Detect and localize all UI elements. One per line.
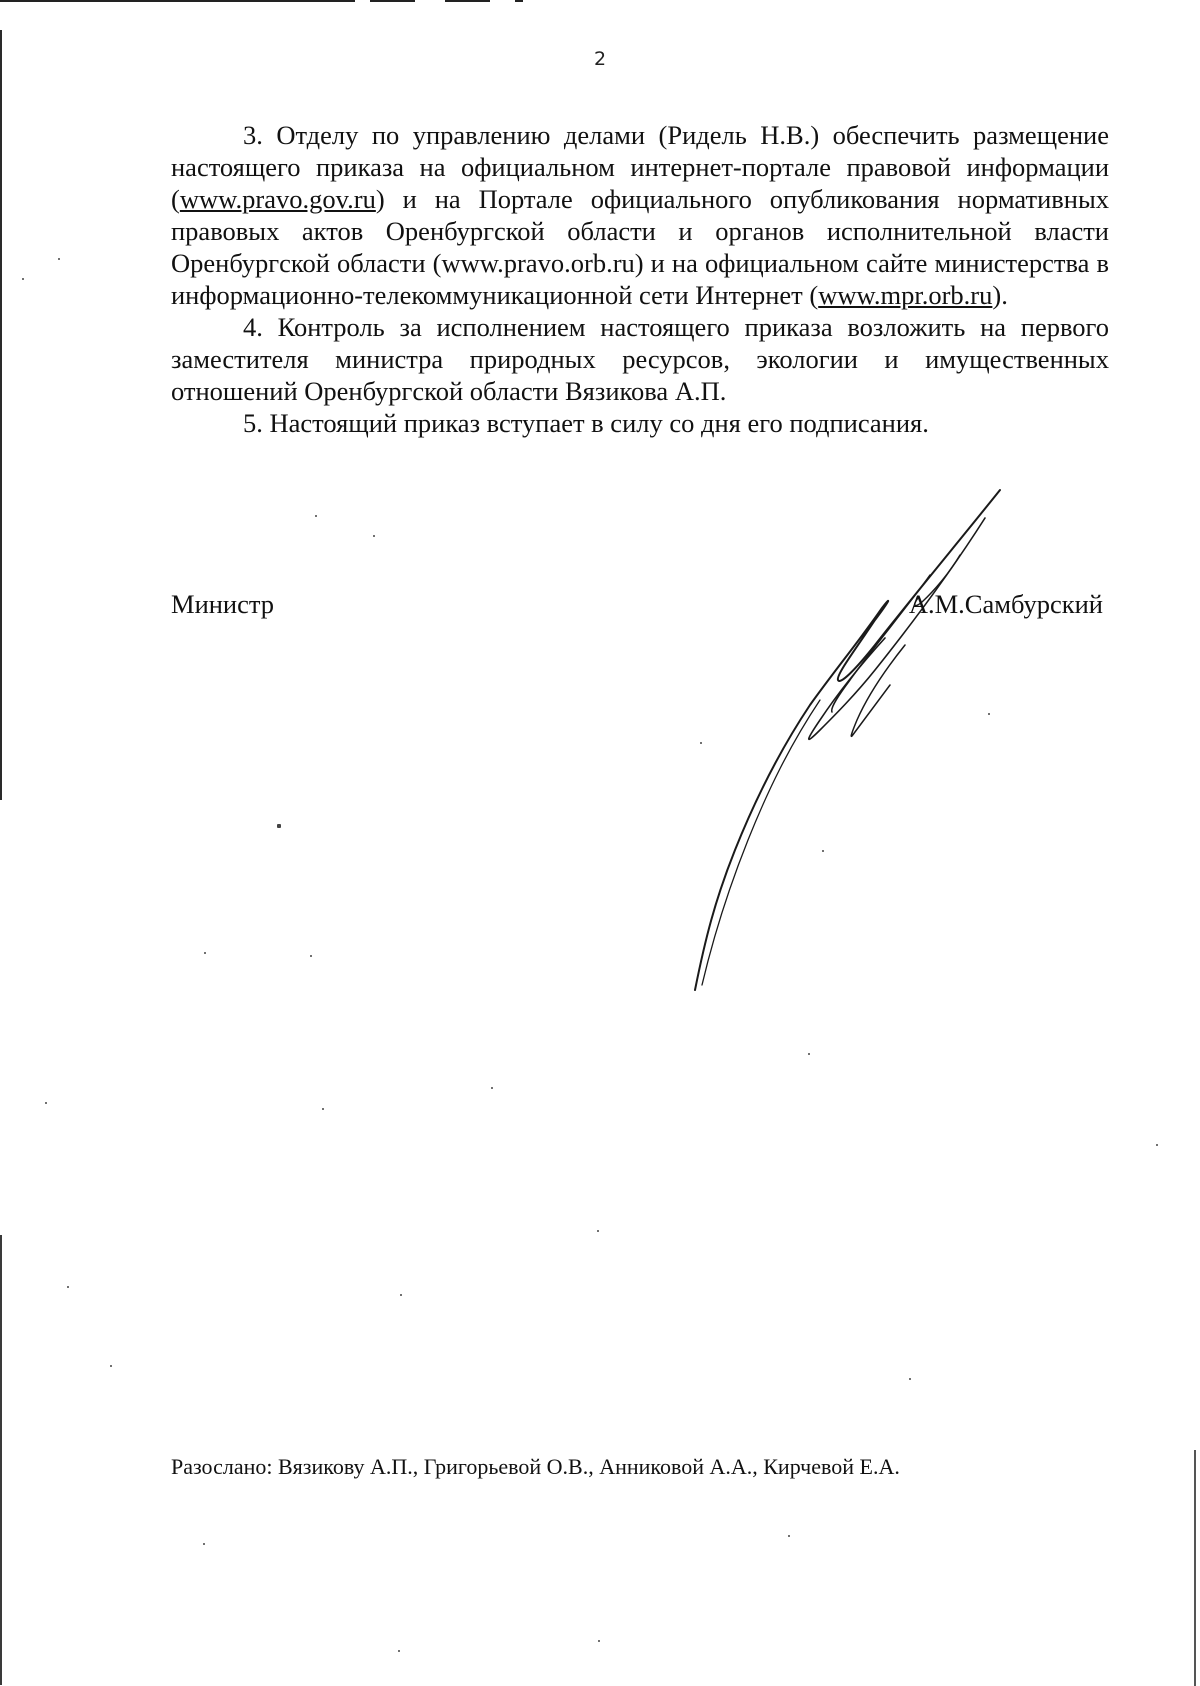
- scan-speck: [310, 955, 312, 957]
- scan-edge-right: [1194, 1450, 1196, 1686]
- scan-speck: [67, 1286, 69, 1288]
- scan-speck: [491, 1087, 493, 1089]
- scan-speck: [597, 1230, 599, 1232]
- link-mpr-orb: www.mpr.orb.ru: [818, 280, 993, 310]
- scan-edge-left-lower: [0, 1235, 2, 1685]
- scan-speck: [204, 952, 206, 954]
- paragraph-3: [171, 119, 1109, 311]
- scan-speck: [400, 1294, 402, 1296]
- scan-speck: [58, 258, 60, 260]
- paragraph-3-text-middle: ) и на Портале официального опубликования нормативных правовых актов Оренбургской области и органов исполнительной власти Оренбургской области (www.pravo.orb.ru) и на официальном сайте министерства в информационно-телекоммуникационной сети Интернет (: [171, 184, 1109, 310]
- scan-speck: [322, 1108, 324, 1110]
- scan-top-rule: [0, 0, 355, 2]
- paragraph-4: 4. Контроль за исполнением настоящего приказа возложить на первого заместителя министра природных ресурсов, экологии и имущественных отношений Оренбургской области Вязикова А.П.: [171, 312, 1109, 406]
- handwritten-signature: [660, 480, 1010, 1000]
- signatory-name: А.М.Самбурский: [908, 589, 1103, 619]
- distribution-list: Разослано: Вязикову А.П., Григорьевой О.В., Анниковой А.А., Кирчевой Е.А.: [171, 1454, 900, 1479]
- paragraph-5: 5. Настоящий приказ вступает в силу со дня его подписания.: [243, 408, 929, 438]
- signatory-title: Министр: [171, 589, 275, 619]
- scan-speck: [110, 1365, 112, 1367]
- signature-strokes: [695, 490, 1000, 990]
- scan-speck: [909, 1378, 911, 1380]
- scan-speck: [808, 1053, 810, 1055]
- paragraph-3-text-end: ).: [992, 280, 1008, 310]
- scan-speck: [277, 824, 281, 828]
- scan-top-rule: [515, 0, 523, 2]
- scan-speck: [22, 278, 24, 280]
- scan-speck: [398, 1650, 400, 1652]
- scan-edge-left: [0, 30, 2, 800]
- link-pravo-gov: www.pravo.gov.ru: [179, 184, 376, 214]
- scan-speck: [788, 1535, 790, 1537]
- scan-speck: [598, 1640, 600, 1642]
- document-body: [171, 119, 1109, 439]
- scan-top-rule: [370, 0, 415, 2]
- scan-top-rule: [445, 0, 490, 2]
- scan-speck: [203, 1543, 205, 1545]
- paragraph-3-text: 3. Отделу по управлению делами (Ридель Н.В.) обеспечить размещение настоящего приказа на официальном интернет-портале правовой информации (: [171, 120, 1109, 214]
- scan-speck: [373, 535, 375, 537]
- page-number: 2: [593, 48, 607, 70]
- signature-block: [171, 589, 1103, 625]
- scan-speck: [315, 515, 317, 517]
- scan-speck: [1156, 1144, 1158, 1146]
- scan-speck: [45, 1102, 47, 1104]
